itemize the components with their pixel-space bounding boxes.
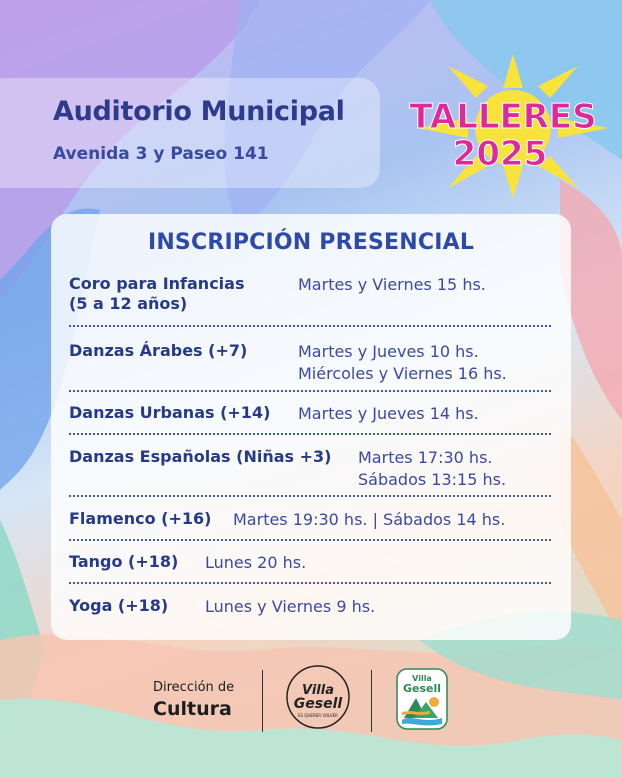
- workshop-name: Flamenco (+16): [69, 509, 212, 528]
- workshop-time: Martes 19:30 hs. | Sábados 14 hs.: [233, 510, 506, 529]
- talleres-line1: TALLERES: [409, 97, 597, 137]
- svg-text:Gesell: Gesell: [293, 696, 343, 712]
- cultura-label: Cultura: [153, 698, 232, 720]
- svg-text:Gesell: Gesell: [402, 682, 442, 695]
- talleres-2025-logo: [388, 48, 618, 198]
- workshop-time: Martes y Jueves 14 hs.: [298, 404, 479, 423]
- dotted-divider: [69, 325, 551, 327]
- dotted-divider: [69, 495, 551, 497]
- workshop-name: Coro para Infancias (5 a 12 años): [69, 274, 245, 313]
- workshop-name: Danzas Urbanas (+14): [69, 403, 271, 422]
- footer-divider: [262, 670, 263, 732]
- header-panel: [0, 78, 380, 188]
- workshop-name: Yoga (+18): [69, 596, 169, 615]
- workshop-time: Lunes 20 hs.: [205, 553, 307, 572]
- card-title: INSCRIPCIÓN PRESENCIAL: [147, 230, 475, 255]
- talleres-line2: 2025: [452, 134, 548, 174]
- workshop-name: Danzas Españolas (Niñas +3): [69, 447, 332, 466]
- villa-gesell-seal-logo: [285, 664, 351, 730]
- workshop-time: Martes y Viernes 15 hs.: [298, 275, 486, 294]
- workshop-name: Tango (+18): [69, 552, 179, 571]
- svg-text:Villa: Villa: [412, 674, 432, 683]
- dotted-divider: [69, 582, 551, 584]
- direccion-label: Dirección de: [153, 680, 235, 695]
- schedule-card: [51, 214, 571, 640]
- workshop-time: Martes y Jueves 10 hs. Miércoles y Viernes 16 hs.: [298, 342, 507, 383]
- page-title: Auditorio Municipal: [53, 96, 345, 127]
- dotted-divider: [69, 433, 551, 435]
- villa-gesell-badge-logo: [396, 668, 448, 730]
- workshop-time: Lunes y Viernes 9 hs.: [205, 597, 376, 616]
- address: Avenida 3 y Paseo 141: [53, 144, 269, 164]
- svg-text:Villa: Villa: [302, 683, 334, 698]
- svg-text:ES QUERER VOLVER: ES QUERER VOLVER: [298, 713, 338, 718]
- workshop-name: Danzas Árabes (+7): [69, 341, 248, 360]
- workshop-time: Martes 17:30 hs. Sábados 13:15 hs.: [358, 448, 507, 489]
- footer-divider: [371, 670, 372, 732]
- dotted-divider: [69, 390, 551, 392]
- dotted-divider: [69, 539, 551, 541]
